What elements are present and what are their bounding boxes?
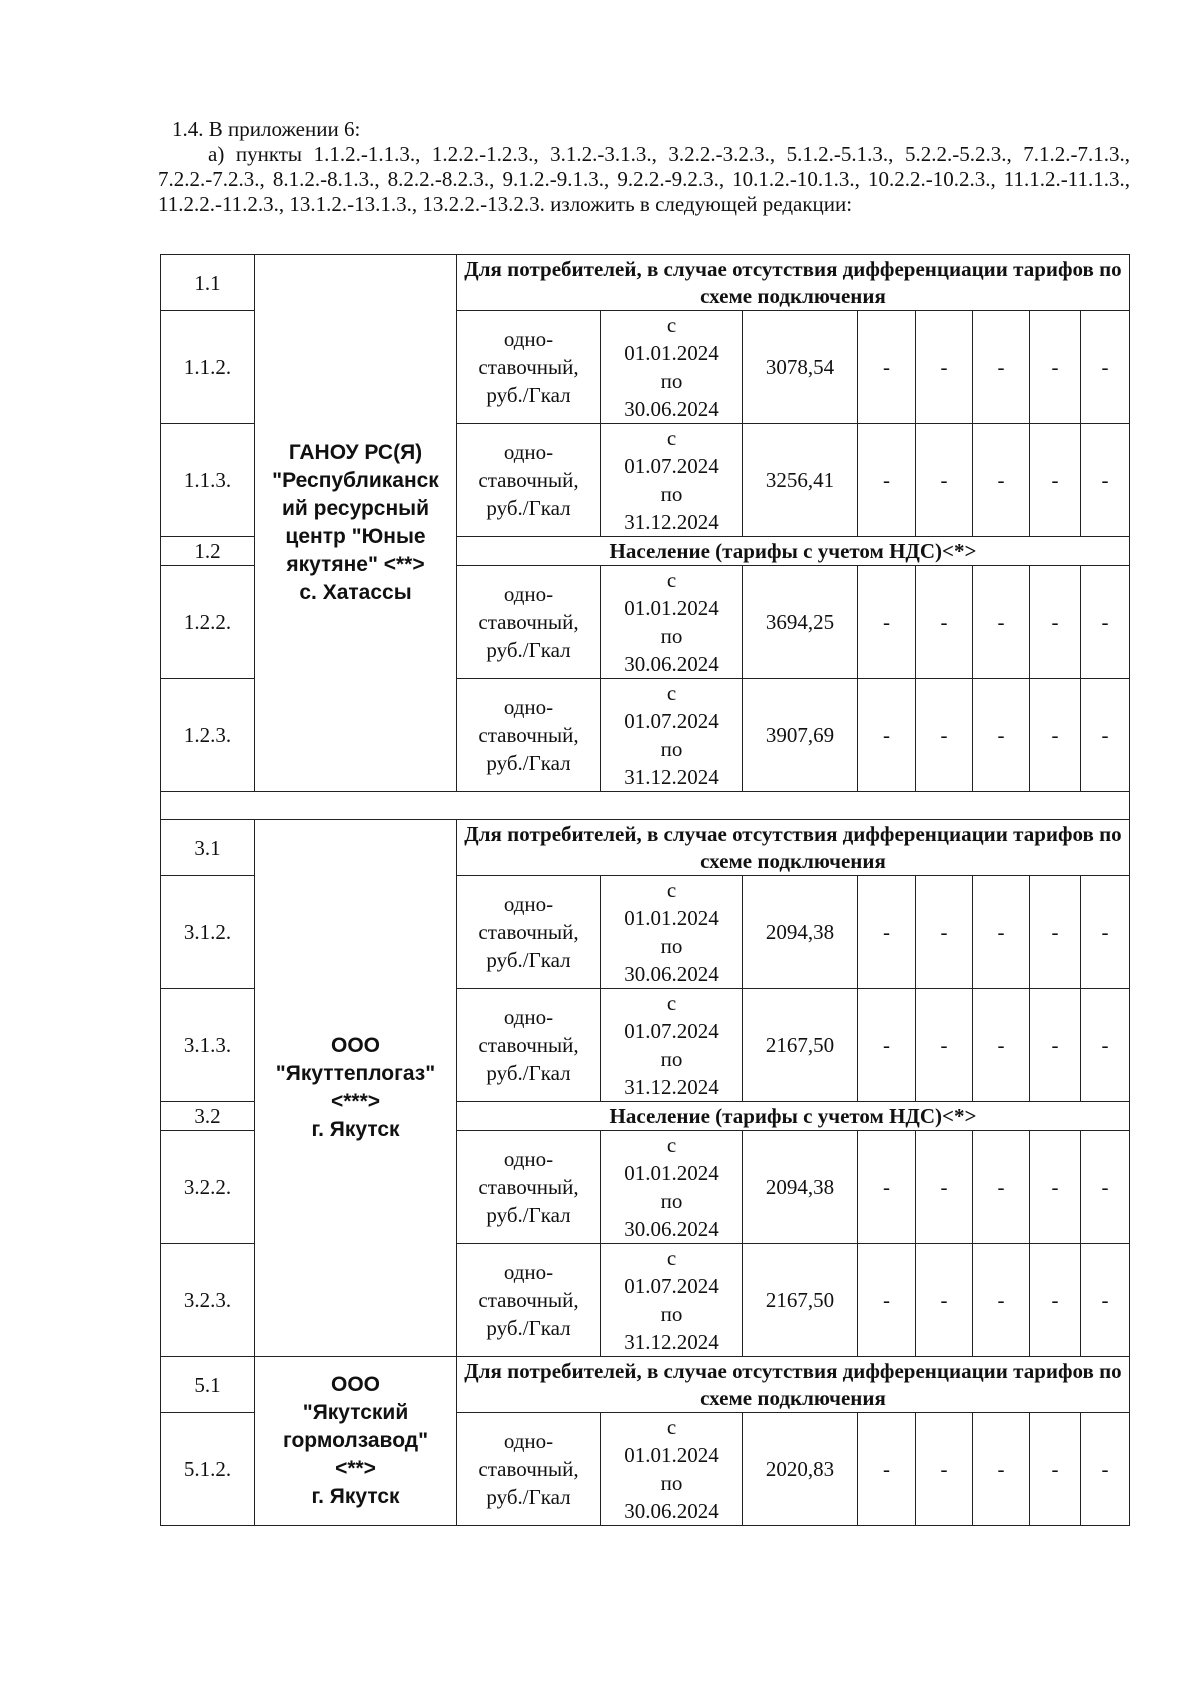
dash-cell: -: [973, 1131, 1030, 1244]
dash-cell: -: [916, 876, 973, 989]
section-header: Для потребителей, в случае отсутствия дифференциации тарифов по схеме подключения: [457, 255, 1130, 311]
period: с 01.01.2024 по 30.06.2024: [601, 876, 743, 989]
tariff-value: 3694,25: [743, 566, 858, 679]
dash-cell: -: [916, 424, 973, 537]
dash-cell: -: [973, 1413, 1030, 1526]
dash-cell: -: [858, 1131, 916, 1244]
dash-cell: -: [858, 311, 916, 424]
dash-cell: -: [1081, 679, 1130, 792]
dash-cell: -: [1081, 1244, 1130, 1357]
dash-cell: -: [1081, 1413, 1130, 1526]
rate-type: одно- ставочный, руб./Гкал: [457, 311, 601, 424]
organization-name: ГАНОУ РС(Я) "Республиканск ий ресурсный центр "Юные якутяне" <**> с. Хатассы: [255, 255, 457, 792]
table-row: [161, 255, 1130, 311]
dash-cell: -: [858, 424, 916, 537]
tariff-value: 2020,83: [743, 1413, 858, 1526]
section-header: Для потребителей, в случае отсутствия дифференциации тарифов по схеме подключения: [457, 1357, 1130, 1413]
row-number: 3.1.2.: [161, 876, 255, 989]
dash-cell: -: [858, 566, 916, 679]
dash-cell: -: [973, 311, 1030, 424]
dash-cell: -: [1081, 566, 1130, 679]
dash-cell: -: [1081, 311, 1130, 424]
period: с 01.01.2024 по 30.06.2024: [601, 1131, 743, 1244]
dash-cell: -: [1030, 1413, 1081, 1526]
dash-cell: -: [916, 1413, 973, 1526]
dash-cell: -: [973, 566, 1030, 679]
tariff-value: 2167,50: [743, 989, 858, 1102]
dash-cell: -: [973, 424, 1030, 537]
rate-type: одно- ставочный, руб./Гкал: [457, 1413, 601, 1526]
dash-cell: -: [916, 1131, 973, 1244]
dash-cell: -: [916, 566, 973, 679]
spacer-row: [161, 792, 1130, 820]
row-number: 3.1: [161, 820, 255, 876]
dash-cell: -: [1030, 679, 1081, 792]
row-number: 1.1.3.: [161, 424, 255, 537]
row-number: 3.2: [161, 1102, 255, 1131]
rate-type: одно- ставочный, руб./Гкал: [457, 1244, 601, 1357]
row-number: 1.2.3.: [161, 679, 255, 792]
section-header: Население (тарифы с учетом НДС)<*>: [457, 1102, 1130, 1131]
row-number: 5.1: [161, 1357, 255, 1413]
row-number: 3.2.3.: [161, 1244, 255, 1357]
dash-cell: -: [1081, 876, 1130, 989]
row-number: 3.2.2.: [161, 1131, 255, 1244]
period: с 01.07.2024 по 31.12.2024: [601, 1244, 743, 1357]
tariff-value: 2167,50: [743, 1244, 858, 1357]
period: с 01.01.2024 по 30.06.2024: [601, 566, 743, 679]
dash-cell: -: [973, 679, 1030, 792]
table-row: [161, 820, 1130, 876]
dash-cell: -: [916, 989, 973, 1102]
dash-cell: -: [858, 1413, 916, 1526]
row-number: 3.1.3.: [161, 989, 255, 1102]
rate-type: одно- ставочный, руб./Гкал: [457, 566, 601, 679]
row-number: 1.1: [161, 255, 255, 311]
tariff-table: [160, 254, 1130, 1526]
dash-cell: -: [1030, 566, 1081, 679]
row-number: 5.1.2.: [161, 1413, 255, 1526]
dash-cell: -: [858, 876, 916, 989]
dash-cell: -: [858, 989, 916, 1102]
dash-cell: -: [916, 311, 973, 424]
rate-type: одно- ставочный, руб./Гкал: [457, 424, 601, 537]
dash-cell: -: [1030, 989, 1081, 1102]
dash-cell: -: [858, 1244, 916, 1357]
dash-cell: -: [1030, 1244, 1081, 1357]
section-header: Население (тарифы с учетом НДС)<*>: [457, 537, 1130, 566]
intro-text: [158, 117, 1130, 216]
rate-type: одно- ставочный, руб./Гкал: [457, 1131, 601, 1244]
tariff-value: 2094,38: [743, 1131, 858, 1244]
period: с 01.01.2024 по 30.06.2024: [601, 1413, 743, 1526]
row-number: 1.2.2.: [161, 566, 255, 679]
period: с 01.01.2024 по 30.06.2024: [601, 311, 743, 424]
dash-cell: -: [1030, 311, 1081, 424]
tariff-value: 3256,41: [743, 424, 858, 537]
tariff-value: 3078,54: [743, 311, 858, 424]
period: с 01.07.2024 по 31.12.2024: [601, 989, 743, 1102]
period: с 01.07.2024 по 31.12.2024: [601, 679, 743, 792]
dash-cell: -: [858, 679, 916, 792]
intro-paragraph: а) пункты 1.1.2.-1.1.3., 1.2.2.-1.2.3., 3.1.2.-3.1.3., 3.2.2.-3.2.3., 5.1.2.-5.1.3., 5.2.2.-5.2.3., 7.1.2.-7.1.3., 7.2.2.-7.2.3., 8.1.2.-8.1.3., 8.2.2.-8.2.3., 9.1.2.-9.1.3., 9.2.2.-9.2.3., 10.1.2.-10.1.3., 10.2.2.-10.2.3., 11.1.2.-11.1.3., 11.2.2.-11.2.3., 13.1.2.-13.1.3., 13.2.2.-13.2.3. изложить в следующей редакции:: [158, 142, 1130, 216]
row-number: 1.1.2.: [161, 311, 255, 424]
rate-type: одно- ставочный, руб./Гкал: [457, 876, 601, 989]
dash-cell: -: [1030, 424, 1081, 537]
rate-type: одно- ставочный, руб./Гкал: [457, 679, 601, 792]
table-row: [161, 1357, 1130, 1413]
tariff-value: 2094,38: [743, 876, 858, 989]
dash-cell: -: [1081, 1131, 1130, 1244]
period: с 01.07.2024 по 31.12.2024: [601, 424, 743, 537]
organization-name: ООО "Якутский гормолзавод" <**> г. Якутск: [255, 1357, 457, 1526]
intro-heading: 1.4. В приложении 6:: [172, 117, 361, 141]
section-header: Для потребителей, в случае отсутствия дифференциации тарифов по схеме подключения: [457, 820, 1130, 876]
dash-cell: -: [973, 989, 1030, 1102]
organization-name: ООО "Якуттеплогаз" <***> г. Якутск: [255, 820, 457, 1357]
tariff-value: 3907,69: [743, 679, 858, 792]
dash-cell: -: [973, 876, 1030, 989]
dash-cell: -: [1030, 1131, 1081, 1244]
dash-cell: -: [1081, 424, 1130, 537]
dash-cell: -: [1030, 876, 1081, 989]
dash-cell: -: [973, 1244, 1030, 1357]
row-number: 1.2: [161, 537, 255, 566]
dash-cell: -: [916, 1244, 973, 1357]
dash-cell: -: [1081, 989, 1130, 1102]
dash-cell: -: [916, 679, 973, 792]
rate-type: одно- ставочный, руб./Гкал: [457, 989, 601, 1102]
